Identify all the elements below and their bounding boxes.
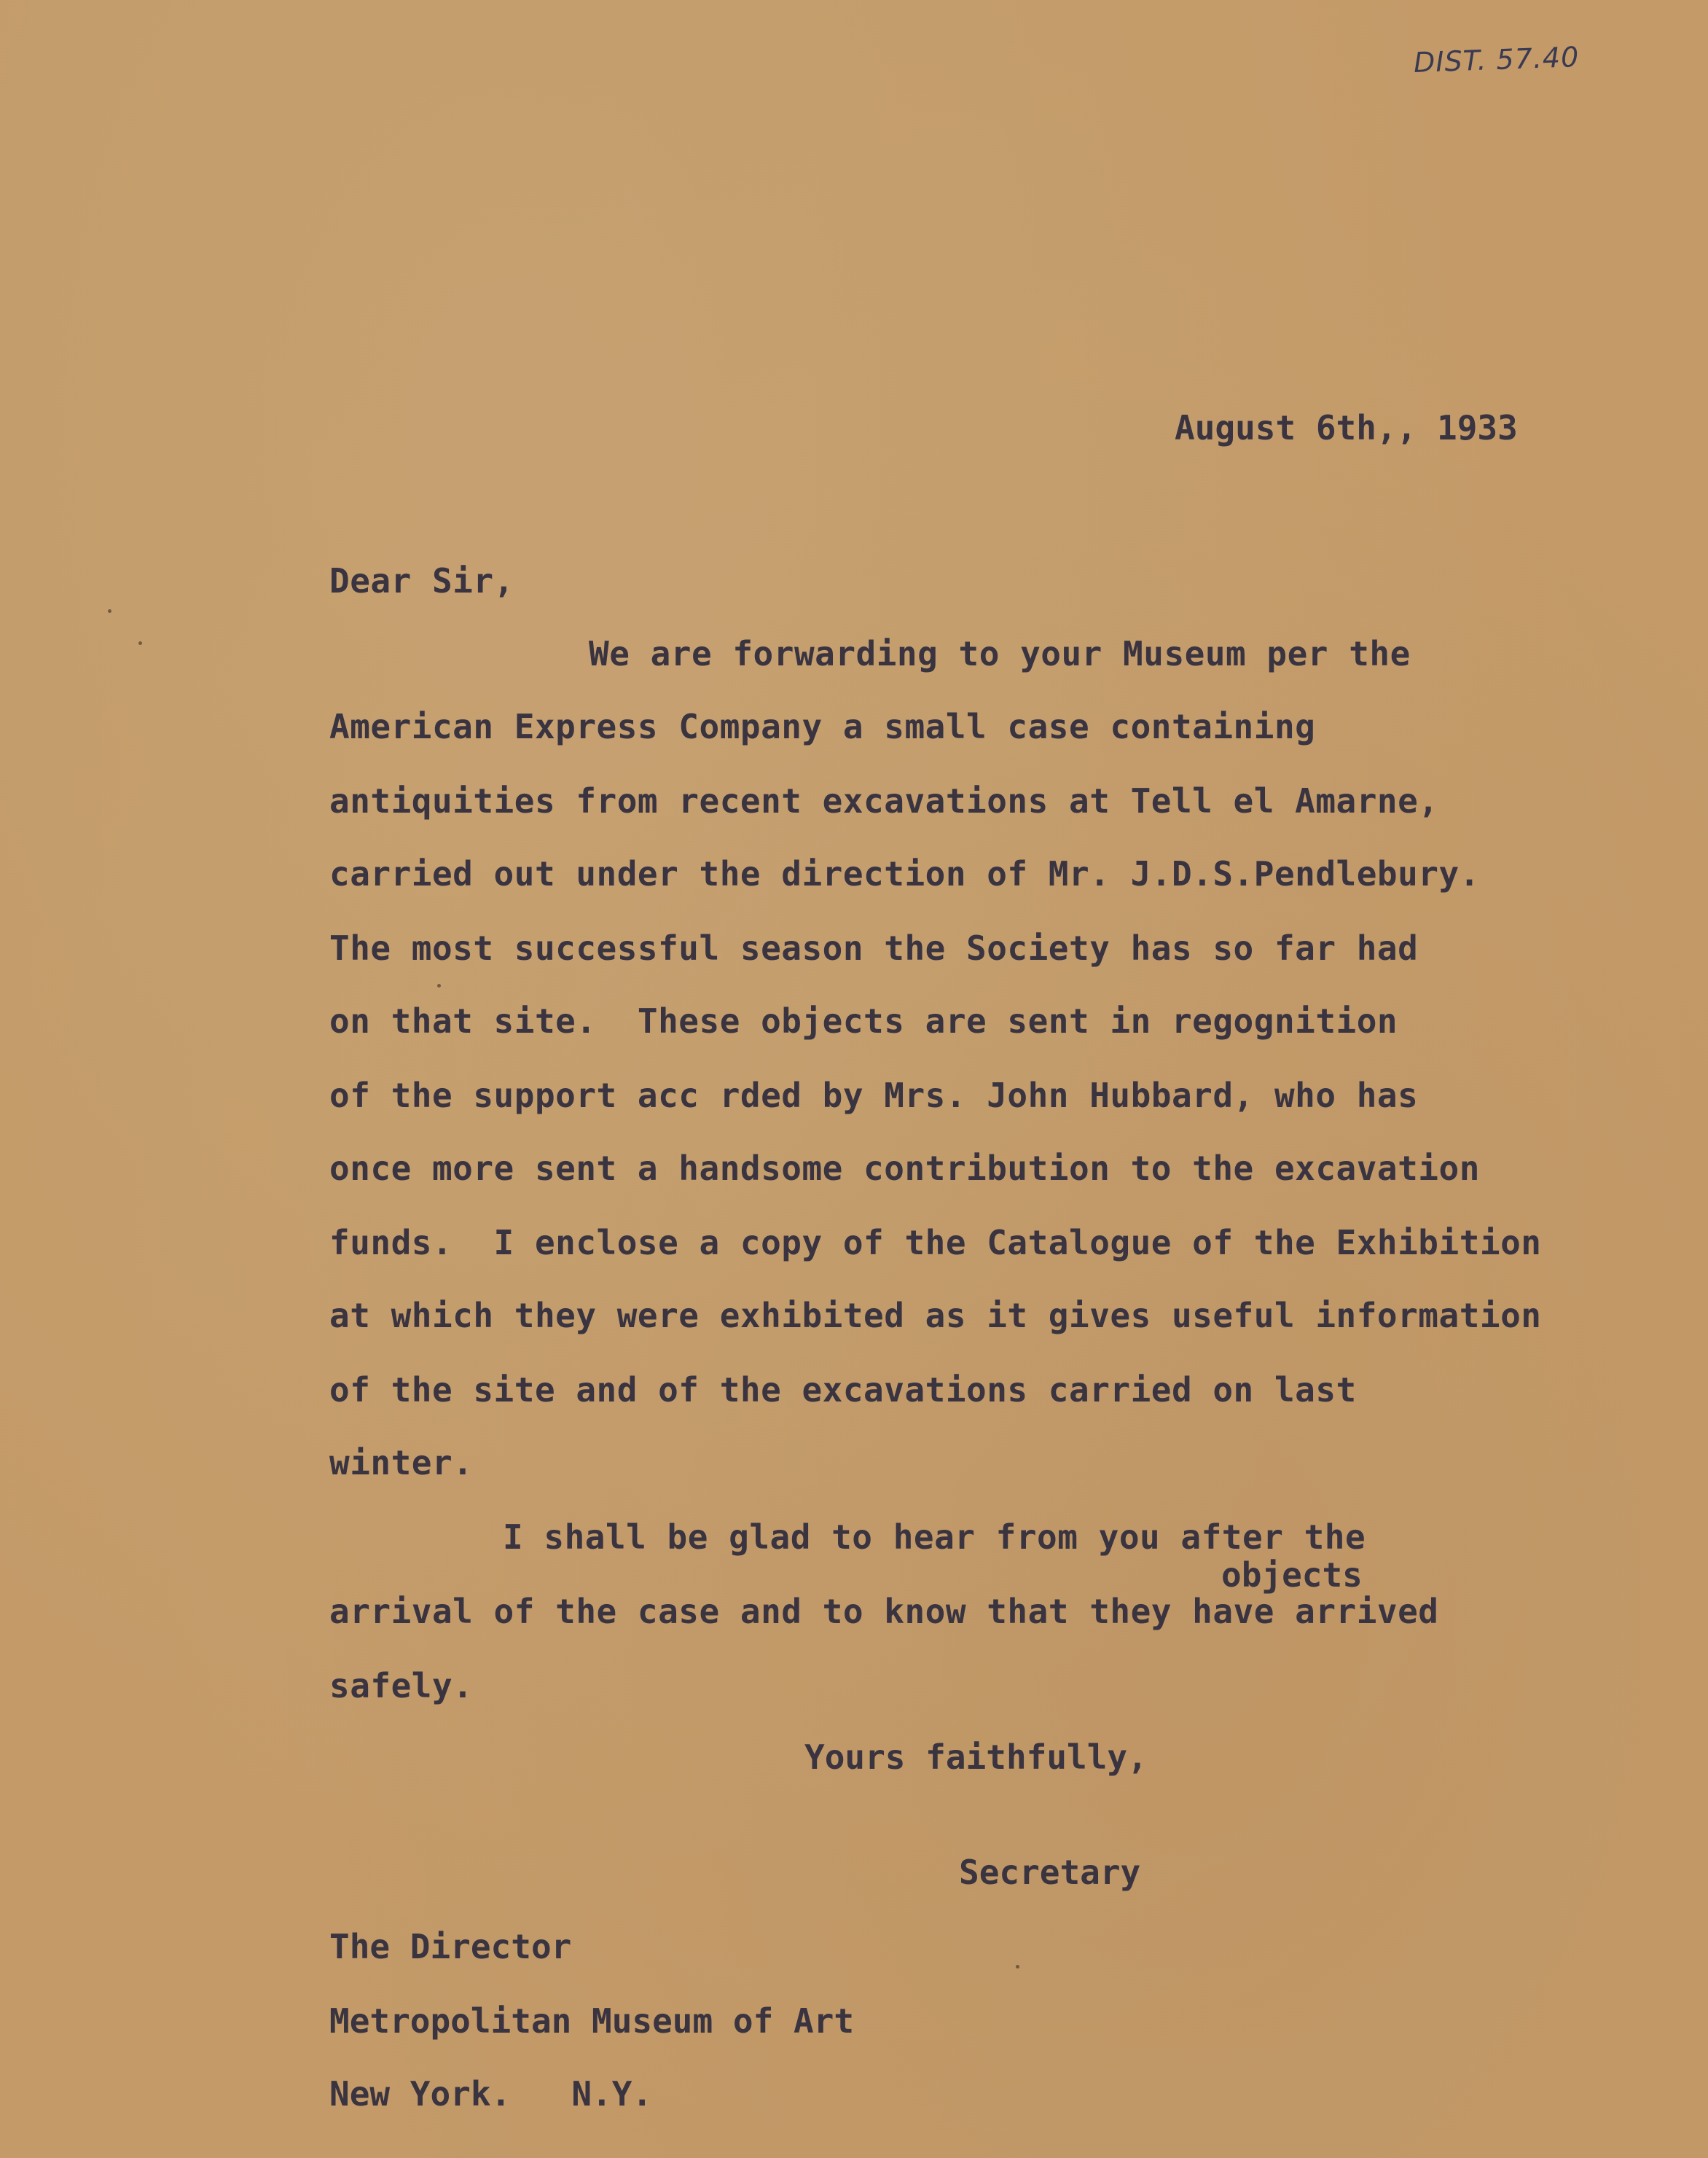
body-line: funds. I enclose a copy of the Catalogue of the Exhibition	[329, 1223, 1542, 1262]
paper-speck	[1016, 1965, 1019, 1969]
signatory-title: Secretary	[959, 1853, 1141, 1892]
body-line: We are forwarding to your Museum per the	[589, 634, 1411, 673]
body-line: once more sent a handsome contribution to the excavation	[329, 1149, 1480, 1188]
body-line: of the site and of the excavations carried on last	[329, 1370, 1357, 1410]
body-line: of the support acc rded by Mrs. John Hubbard, who has	[329, 1076, 1419, 1115]
paper-speck	[437, 984, 441, 988]
interline-insertion: objects	[1221, 1555, 1363, 1595]
handwritten-catalog-number: DIST. 57.40	[1413, 41, 1580, 79]
body-line: American Express Company a small case containing	[329, 707, 1316, 746]
paper-speck	[138, 641, 142, 645]
paragraph2-line: I shall be glad to hear from you after the	[503, 1517, 1366, 1557]
recipient-city: New York. N.Y.	[329, 2074, 653, 2114]
letter-date: August 6th,, 1933	[1175, 408, 1518, 447]
paper-speck	[108, 609, 111, 613]
body-line: winter.	[329, 1443, 474, 1482]
recipient-institution: Metropolitan Museum of Art	[329, 2001, 855, 2041]
body-line: The most successful season the Society has so far had	[329, 929, 1419, 968]
closing: Yours faithfully,	[804, 1737, 1148, 1777]
body-line: carried out under the direction of Mr. J.D.S.Pendlebury.	[329, 854, 1480, 894]
paragraph2-line: safely.	[329, 1666, 474, 1705]
body-line: at which they were exhibited as it gives useful information	[329, 1296, 1542, 1335]
body-line: antiquities from recent excavations at Tell el Amarne,	[329, 781, 1439, 821]
paragraph2-line: arrival of the case and to know that they have arrived	[329, 1592, 1439, 1631]
salutation: Dear Sir,	[329, 561, 514, 601]
recipient-name: The Director	[329, 1927, 572, 1966]
body-line: on that site. These objects are sent in regognition	[329, 1001, 1398, 1041]
